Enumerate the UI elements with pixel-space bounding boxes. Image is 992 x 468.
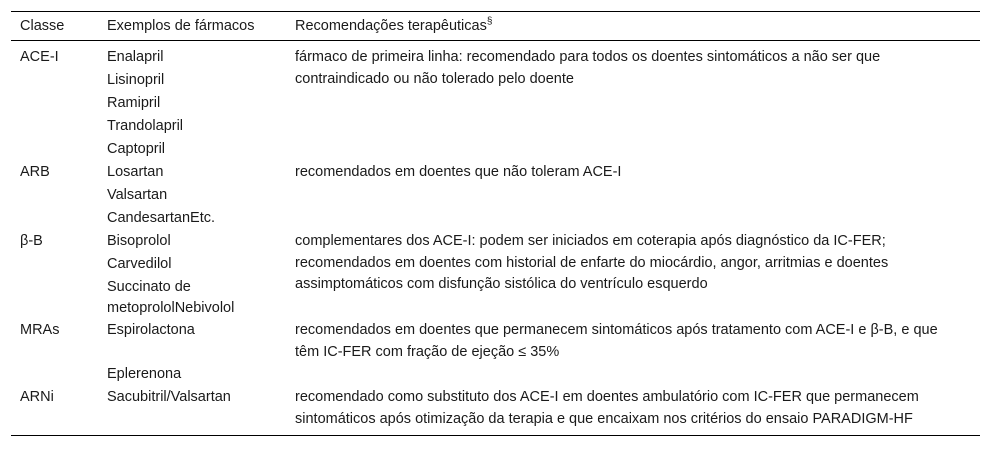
drug-item: CandesartanEtc. — [107, 210, 216, 226]
recommendation-text: complementares dos ACE-I: podem ser iniciados em coterapia após diagnóstico da IC-FER; recomendados em doentes com historial de enfarte do miocárdio, angor, arritmias e doentes assimptomáticos com disfunção sistólica do ventrículo esquerdo — [295, 233, 889, 292]
cell-classe: ARNi — [11, 386, 98, 436]
drug-item: Lisinopril — [107, 72, 165, 88]
table-row-arni — [11, 386, 980, 436]
drug-item: Succinato de metoprololNebivolol — [107, 279, 235, 316]
cell-recomendacao — [286, 230, 980, 319]
recommendation-text: recomendados em doentes que não toleram ACE-I — [295, 164, 622, 180]
table-header-row — [11, 12, 980, 41]
drug-item: Eplerenona — [107, 366, 182, 382]
recommendation-text: recomendados em doentes que permanecem sintomáticos após tratamento com ACE-I e β-B, e que têm IC-FER com fração de ejeção ≤ 35% — [295, 322, 938, 360]
cell-farmacos — [98, 386, 286, 436]
recommendation-text: fármaco de primeira linha: recomendado para todos os doentes sintomáticos a não ser que contraindicado ou não tolerado pelo doente — [295, 49, 881, 87]
header-exemplos: Exemplos de fármacos — [107, 18, 255, 34]
drug-item: Valsartan — [107, 187, 168, 203]
therapy-table-container — [11, 11, 980, 436]
header-classe: Classe — [20, 18, 65, 34]
cell-recomendacao — [286, 41, 980, 162]
drug-item: Carvedilol — [107, 256, 172, 272]
cell-classe: MRAs — [20, 322, 60, 338]
cell-classe: ARB — [20, 164, 50, 180]
table-row-arb — [11, 161, 980, 230]
footnote-marker: § — [486, 16, 493, 27]
recommendation-text: recomendado como substituto dos ACE-I em doentes ambulatório com IC-FER que permanecem sintomáticos após otimização da terapia e que encaixam nos critérios do ensaio PARADIGM-HF — [295, 389, 919, 427]
header-recomendacoes-label: Recomendações terapêuticas — [295, 18, 487, 34]
table-row-ace-i — [11, 41, 980, 162]
drug-item: Enalapril — [107, 49, 164, 65]
cell-recomendacao — [286, 161, 980, 230]
drug-item: Sacubitril/Valsartan — [107, 389, 231, 405]
therapy-table — [11, 11, 980, 436]
cell-farmacos — [98, 161, 286, 230]
cell-farmacos — [98, 319, 286, 386]
drug-item: Bisoprolol — [107, 233, 171, 249]
drug-item: Captopril — [107, 141, 166, 157]
cell-recomendacao — [286, 386, 980, 436]
table-row-mras — [11, 319, 980, 386]
cell-classe: ACE-I — [20, 49, 59, 65]
cell-classe: β-B — [20, 233, 43, 249]
drug-item: Espirolactona — [107, 322, 195, 338]
header-recomendacoes — [286, 12, 980, 41]
drug-item: Trandolapril — [107, 118, 184, 134]
cell-recomendacao — [286, 319, 980, 386]
table-row-beta-b — [11, 230, 980, 319]
cell-farmacos — [98, 41, 286, 162]
drug-item: Losartan — [107, 164, 164, 180]
cell-farmacos — [98, 230, 286, 319]
drug-item: Ramipril — [107, 95, 161, 111]
